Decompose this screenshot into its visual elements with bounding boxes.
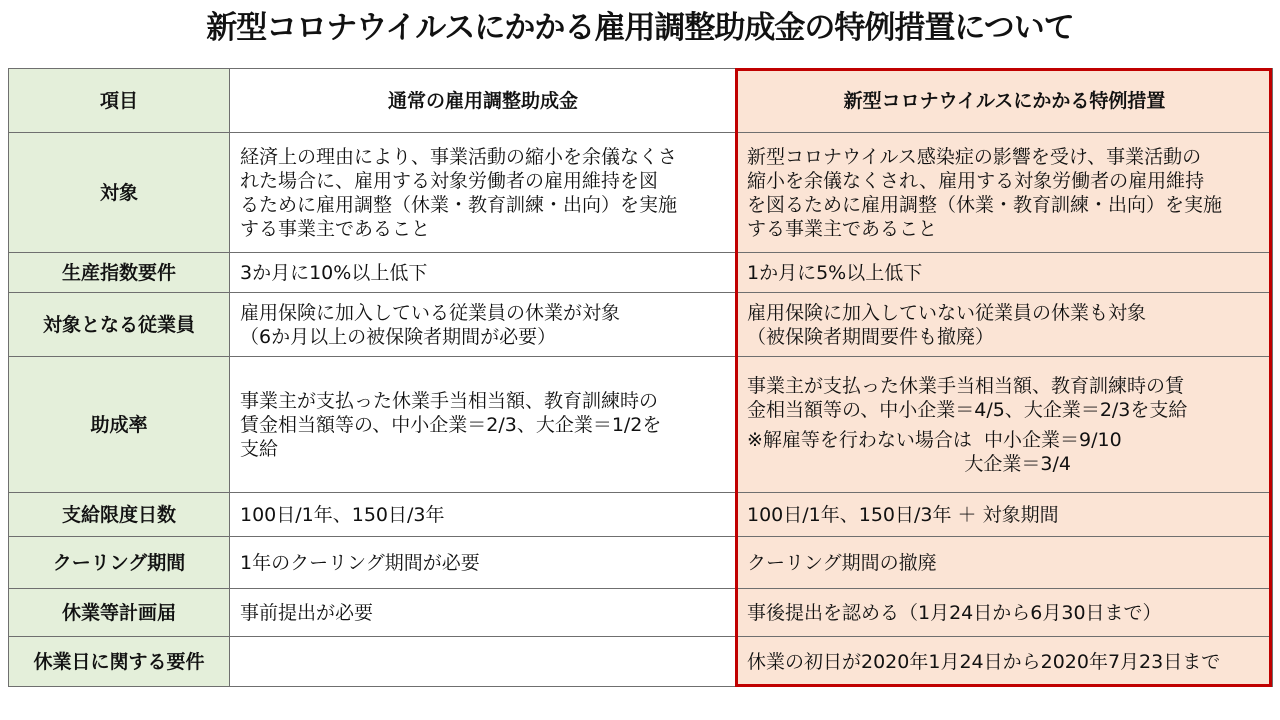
special-cell (737, 589, 1273, 637)
special-text: 休業の初日が2020年1月24日から2020年7月23日まで (747, 650, 1221, 673)
normal-text: 1年のクーリング期間が必要 (240, 551, 480, 574)
special-cell (737, 537, 1273, 589)
page-title: 新型コロナウイルスにかかる雇用調整助成金の特例措置について (206, 10, 1074, 46)
header-item: 項目 (9, 69, 230, 133)
table-row (9, 293, 1273, 357)
table-row (9, 589, 1273, 637)
normal-text: 雇用保険に加入している従業員の休業が対象 （6か月以上の被保険者期間が必要） (240, 301, 621, 348)
special-text: 100日/1年、150日/3年 ＋ 対象期間 (747, 503, 1059, 526)
special-note: ※解雇等を行わない場合は 中小企業＝9/10 大企業＝3/4 (747, 428, 1122, 475)
special-text: 事業主が支払った休業手当相当額、教育訓練時の賃 金相当額等の、中小企業＝4/5、大企業＝2/3を支給 (747, 374, 1188, 421)
comparison-table (8, 68, 1273, 687)
normal-cell (230, 133, 737, 253)
row-label: 支給限度日数 (9, 493, 230, 537)
row-label: クーリング期間 (9, 537, 230, 589)
row-label: 対象となる従業員 (9, 293, 230, 357)
normal-cell (230, 253, 737, 293)
table-row (9, 357, 1273, 493)
normal-cell (230, 537, 737, 589)
normal-text: 経済上の理由により、事業活動の縮小を余儀なくさ れた場合に、雇用する対象労働者の雇用維持を図 るために雇用調整（休業・教育訓練・出向）を実施 する事業主であること (240, 145, 678, 240)
special-cell (737, 637, 1273, 687)
special-cell (737, 357, 1273, 493)
header-special: 新型コロナウイルスにかかる特例措置 (737, 69, 1273, 133)
special-cell (737, 133, 1273, 253)
normal-text: 事業主が支払った休業手当相当額、教育訓練時の 賃金相当額等の、中小企業＝2/3、大企業＝1/2を 支給 (240, 389, 662, 460)
special-text: 1か月に5%以上低下 (747, 261, 923, 284)
row-label: 生産指数要件 (9, 253, 230, 293)
table-header-row (9, 69, 1273, 133)
normal-text: 3か月に10%以上低下 (240, 261, 428, 284)
row-label: 休業等計画届 (9, 589, 230, 637)
special-cell (737, 493, 1273, 537)
normal-text: 事前提出が必要 (240, 601, 374, 624)
table-row (9, 537, 1273, 589)
normal-cell (230, 357, 737, 493)
table-row (9, 637, 1273, 687)
row-label: 対象 (9, 133, 230, 253)
header-normal: 通常の雇用調整助成金 (230, 69, 737, 133)
normal-cell (230, 493, 737, 537)
special-text: クーリング期間の撤廃 (747, 551, 937, 574)
row-label: 休業日に関する要件 (9, 637, 230, 687)
special-cell (737, 293, 1273, 357)
special-text: 新型コロナウイルス感染症の影響を受け、事業活動の 縮小を余儀なくされ、雇用する対象労働者の雇用維持 を図るために雇用調整（休業・教育訓練・出向）を実施 する事業主であること (747, 145, 1223, 240)
normal-cell (230, 589, 737, 637)
special-text: 雇用保険に加入していない従業員の休業も対象 （被保険者期間要件も撤廃） (747, 301, 1147, 348)
special-text: 事後提出を認める（1月24日から6月30日まで） (747, 601, 1162, 624)
normal-cell (230, 293, 737, 357)
normal-text: 100日/1年、150日/3年 (240, 503, 445, 526)
table-row (9, 133, 1273, 253)
normal-cell (230, 637, 737, 687)
special-cell (737, 253, 1273, 293)
table-row (9, 493, 1273, 537)
table-row (9, 253, 1273, 293)
row-label: 助成率 (9, 357, 230, 493)
